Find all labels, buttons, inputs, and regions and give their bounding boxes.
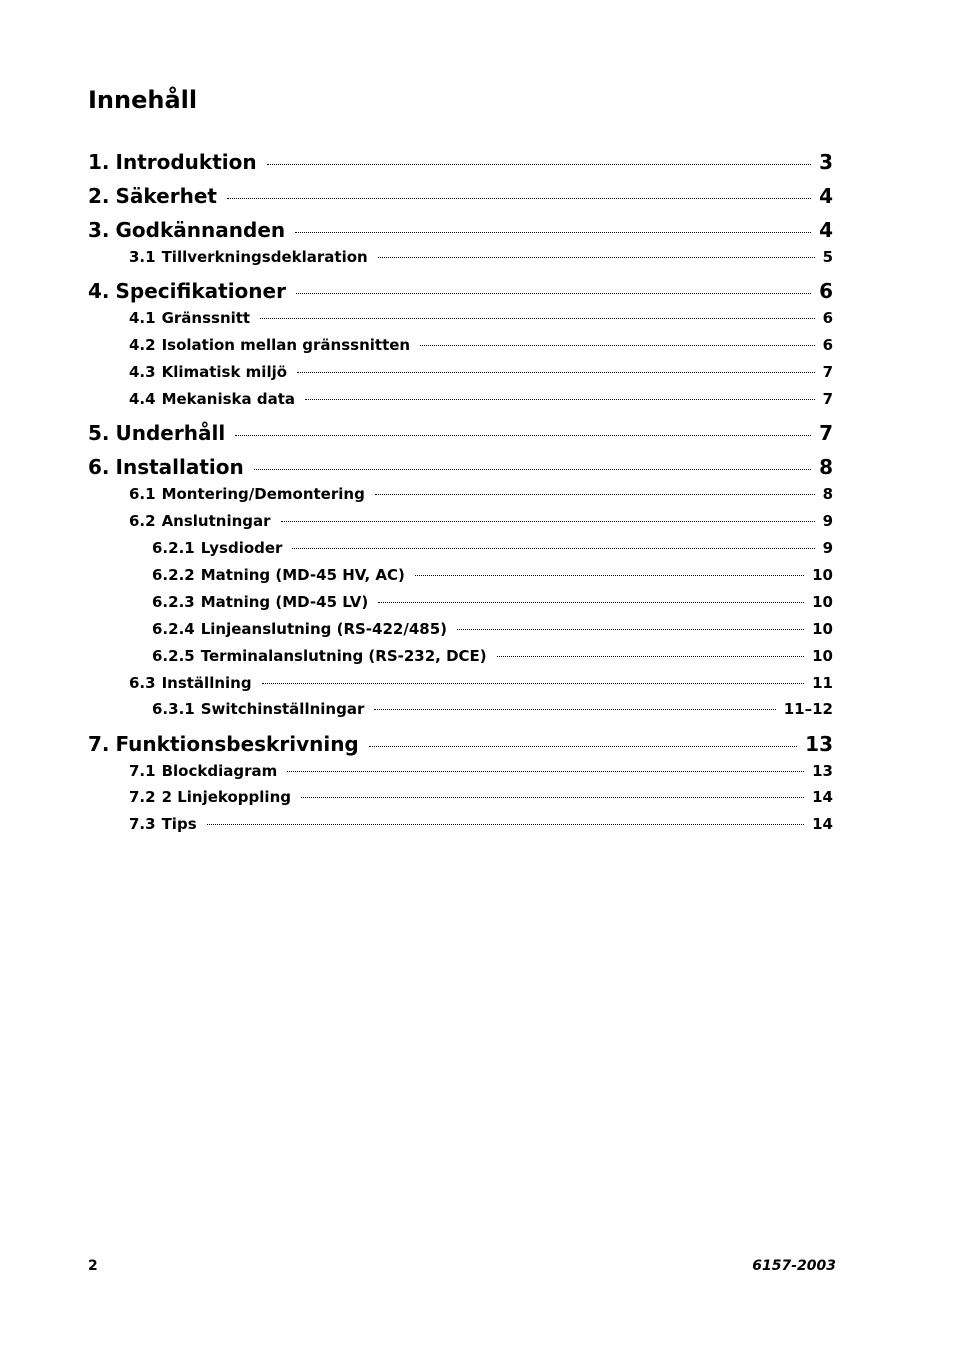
toc-entry	[129, 815, 833, 833]
toc-entry-title: Underhåll	[115, 421, 226, 445]
toc-dot-leader	[297, 372, 815, 373]
toc-entry-page: 11–12	[783, 700, 833, 718]
toc-entry	[129, 309, 833, 327]
toc-entry-title: Introduktion	[115, 150, 257, 174]
toc-entry-page: 7	[819, 421, 833, 445]
toc-entry-number: 6.	[88, 455, 110, 479]
toc-entry-title: Mekaniska data	[161, 390, 295, 408]
toc-entry	[129, 248, 833, 266]
toc-entry-number: 4.1	[129, 309, 156, 327]
toc-entry-number: 6.2.5	[152, 647, 195, 665]
toc-entry	[88, 150, 833, 174]
toc-entry-number: 3.	[88, 218, 110, 242]
toc-entry-title: Installation	[115, 455, 244, 479]
toc-entry-title: Tips	[161, 815, 197, 833]
toc-entry-title: Klimatisk miljö	[161, 363, 288, 381]
toc-entry-number: 7.	[88, 732, 110, 756]
toc-entry	[152, 700, 833, 718]
toc-entry	[152, 593, 833, 611]
toc-entry	[152, 620, 833, 638]
toc-entry-page: 8	[822, 485, 833, 503]
toc-entry	[129, 485, 833, 503]
toc-entry	[88, 732, 833, 756]
toc-entry-title: Matning (MD-45 LV)	[200, 593, 369, 611]
toc-entry-number: 6.3	[129, 674, 156, 692]
toc-entry-number: 6.2.2	[152, 566, 195, 584]
toc-entry-page: 3	[819, 150, 833, 174]
toc-dot-leader	[378, 602, 804, 603]
toc-entry-number: 6.1	[129, 485, 156, 503]
toc-entry-number: 4.3	[129, 363, 156, 381]
toc-entry-title: Matning (MD-45 HV, AC)	[200, 566, 405, 584]
toc-entry-number: 3.1	[129, 248, 156, 266]
toc-entry-page: 14	[812, 788, 833, 806]
toc-entry-page: 5	[822, 248, 833, 266]
toc-entry-title: Tillverkningsdeklaration	[161, 248, 368, 266]
toc-entry-number: 6.2.1	[152, 539, 195, 557]
toc-dot-leader	[262, 683, 805, 684]
toc-dot-leader	[296, 293, 811, 294]
toc-entry	[129, 788, 833, 806]
toc-entry	[129, 390, 833, 408]
toc-entry-page: 4	[819, 184, 833, 208]
toc-entry	[152, 566, 833, 584]
toc-dot-leader	[457, 629, 804, 630]
toc-dot-leader	[374, 709, 775, 710]
toc-entry	[129, 363, 833, 381]
toc-entry-page: 10	[812, 647, 833, 665]
toc-entry	[152, 647, 833, 665]
toc-entry-page: 10	[812, 593, 833, 611]
toc-entry	[152, 539, 833, 557]
toc-entry	[129, 674, 833, 692]
toc-entry-page: 6	[819, 279, 833, 303]
toc-dot-leader	[227, 198, 811, 199]
toc-entry-title: Montering/Demontering	[161, 485, 365, 503]
toc-entry-number: 1.	[88, 150, 110, 174]
toc-entry-title: Anslutningar	[161, 512, 271, 530]
toc-dot-leader	[235, 435, 811, 436]
toc-entry-page: 9	[822, 539, 833, 557]
toc-entry-page: 9	[822, 512, 833, 530]
toc-dot-leader	[378, 257, 815, 258]
footer-doc-number: 6157-2003	[752, 1258, 836, 1274]
toc-entry	[129, 336, 833, 354]
toc-entry-title: Säkerhet	[115, 184, 217, 208]
toc-dot-leader	[267, 164, 811, 165]
toc-entry-number: 6.3.1	[152, 700, 195, 718]
toc-entry-page: 4	[819, 218, 833, 242]
toc-entry-title: Linjeanslutning (RS-422/485)	[200, 620, 447, 638]
toc-entry	[88, 218, 833, 242]
toc-entry-number: 6.2	[129, 512, 156, 530]
toc-entry	[129, 762, 833, 780]
toc-entry	[88, 455, 833, 479]
toc-entry-number: 4.	[88, 279, 110, 303]
toc-entry-title: Terminalanslutning (RS-232, DCE)	[200, 647, 487, 665]
toc-entry-number: 7.3	[129, 815, 156, 833]
toc-entry-title: Isolation mellan gränssnitten	[161, 336, 411, 354]
toc-entry-number: 7.2	[129, 788, 156, 806]
toc-dot-leader	[287, 771, 804, 772]
toc-entry	[129, 512, 833, 530]
toc-entry-page: 6	[822, 309, 833, 327]
toc-entry-page: 13	[812, 762, 833, 780]
toc-entry-number: 7.1	[129, 762, 156, 780]
toc-entry-number: 2.	[88, 184, 110, 208]
toc-entry-title: Lysdioder	[200, 539, 283, 557]
toc-entry-page: 14	[812, 815, 833, 833]
toc-entry-title: Specifikationer	[115, 279, 286, 303]
toc-dot-leader	[369, 746, 797, 747]
toc-dot-leader	[292, 548, 814, 549]
toc-entry-title: Blockdiagram	[161, 762, 278, 780]
toc-entry-title: Godkännanden	[115, 218, 286, 242]
toc-entry-number: 5.	[88, 421, 110, 445]
toc-dot-leader	[260, 318, 814, 319]
toc-entry-page: 10	[812, 620, 833, 638]
toc-entry	[88, 421, 833, 445]
toc-entry	[88, 184, 833, 208]
toc-dot-leader	[420, 345, 814, 346]
toc-entry-page: 13	[805, 732, 833, 756]
toc-entry-title: Switchinställningar	[200, 700, 365, 718]
page-title: Innehåll	[88, 86, 198, 114]
toc-entry-number: 4.4	[129, 390, 156, 408]
toc-dot-leader	[281, 521, 815, 522]
toc-entry-title: Inställning	[161, 674, 252, 692]
toc-dot-leader	[254, 469, 811, 470]
toc-entry-number: 6.2.3	[152, 593, 195, 611]
footer-page-number: 2	[88, 1258, 98, 1274]
toc-entry-title: 2 Linjekoppling	[161, 788, 291, 806]
toc-entry-page: 7	[822, 363, 833, 381]
toc-entry	[88, 279, 833, 303]
toc-entry-page: 7	[822, 390, 833, 408]
toc-dot-leader	[415, 575, 804, 576]
toc-entry-page: 11	[812, 674, 833, 692]
toc-dot-leader	[207, 824, 805, 825]
toc-entry-number: 4.2	[129, 336, 156, 354]
toc-entry-page: 8	[819, 455, 833, 479]
toc-entry-number: 6.2.4	[152, 620, 195, 638]
toc-dot-leader	[305, 399, 815, 400]
toc-dot-leader	[301, 797, 804, 798]
toc-entry-page: 6	[822, 336, 833, 354]
toc-dot-leader	[375, 494, 815, 495]
toc-entry-page: 10	[812, 566, 833, 584]
toc-dot-leader	[497, 656, 804, 657]
toc-entry-title: Gränssnitt	[161, 309, 251, 327]
toc-dot-leader	[295, 232, 811, 233]
toc-entry-title: Funktionsbeskrivning	[115, 732, 359, 756]
